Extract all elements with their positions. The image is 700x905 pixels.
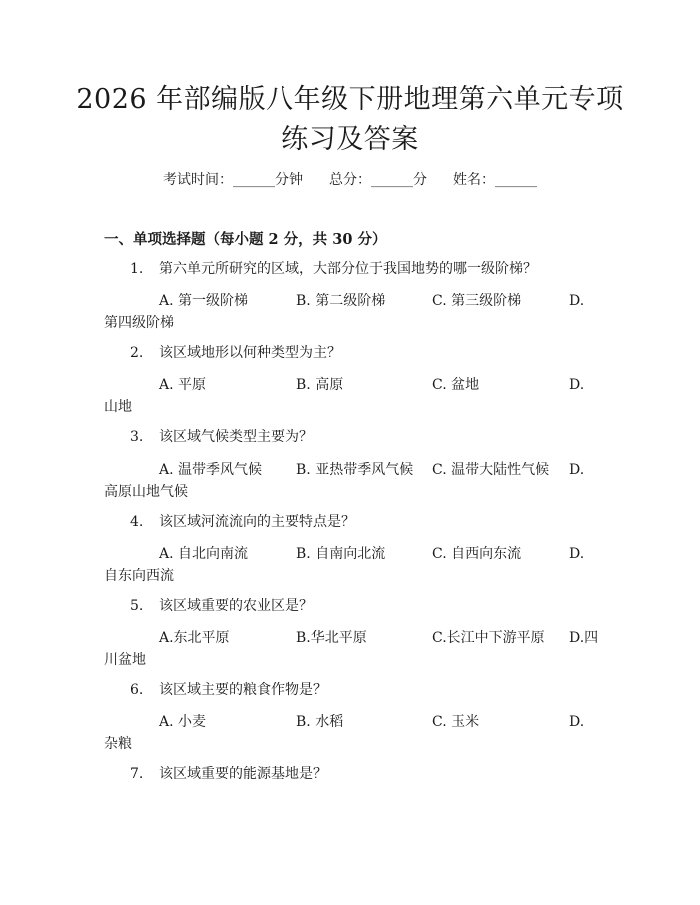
question-number: 1. [130, 261, 144, 277]
option-d-text: 自东向西流 [104, 568, 174, 584]
option-d-text: 杂粮 [104, 736, 132, 752]
student-name-field: 姓名：______ [453, 172, 537, 188]
option-b: B. 水稻 [296, 714, 344, 730]
option-d: D. [569, 462, 585, 478]
question-text: 该区域地形以何种类型为主？ [159, 345, 341, 361]
option-a: A. 自北向南流 [159, 546, 249, 562]
option-a: A. 小麦 [159, 714, 207, 730]
question-number: 2. [130, 345, 144, 361]
exam-time-field: 考试时间：______分钟 [163, 172, 303, 188]
page-title-line-2: 练习及答案 [281, 124, 419, 155]
question-text: 第六单元所研究的区域，大部分位于我国地势的哪一级阶梯？ [159, 261, 537, 277]
option-c: C. 第三级阶梯 [432, 293, 522, 309]
option-b: B. 自南向北流 [296, 546, 386, 562]
option-a: A.东北平原 [159, 630, 230, 646]
question-text: 该区域重要的能源基地是？ [159, 766, 327, 782]
option-d-text: 第四级阶梯 [104, 315, 174, 331]
question-text: 该区域河流流向的主要特点是？ [159, 514, 355, 530]
option-d: D. [569, 546, 585, 562]
option-b: B. 第二级阶梯 [296, 293, 386, 309]
option-c: C. 自西向东流 [432, 546, 522, 562]
page-title-line-1: 2026 年部编版八年级下册地理第六单元专项 [76, 84, 624, 115]
section-heading: 一、单项选择题（每小题 2 分，共 30 分） [104, 231, 387, 248]
option-a: A. 温带季风气候 [159, 462, 263, 478]
option-c: C. 盆地 [432, 377, 480, 393]
option-d: D.四 [569, 630, 599, 646]
option-b: B. 高原 [296, 377, 344, 393]
option-c: C. 玉米 [432, 714, 480, 730]
option-c: C. 温带大陆性气候 [432, 462, 550, 478]
option-a: A. 平原 [159, 377, 207, 393]
question-number: 6. [130, 682, 144, 698]
question-text: 该区域主要的粮食作物是？ [159, 682, 327, 698]
option-b: B.华北平原 [296, 630, 367, 646]
question-text: 该区域气候类型主要为？ [159, 429, 313, 445]
option-d-text: 川盆地 [104, 652, 146, 668]
question-number: 7. [130, 766, 144, 782]
option-d-text: 山地 [104, 399, 132, 415]
question-number: 3. [130, 429, 144, 445]
option-b: B. 亚热带季风气候 [296, 462, 414, 478]
option-d: D. [569, 293, 585, 309]
total-score-field: 总分：______分 [329, 172, 427, 188]
option-d: D. [569, 714, 585, 730]
exam-meta [0, 170, 700, 190]
question-number: 5. [130, 598, 144, 614]
question-text: 该区域重要的农业区是？ [159, 598, 313, 614]
option-c: C.长江中下游平原 [432, 630, 545, 646]
option-d-text: 高原山地气候 [104, 484, 188, 500]
question-number: 4. [130, 514, 144, 530]
option-d: D. [569, 377, 585, 393]
option-a: A. 第一级阶梯 [159, 293, 249, 309]
